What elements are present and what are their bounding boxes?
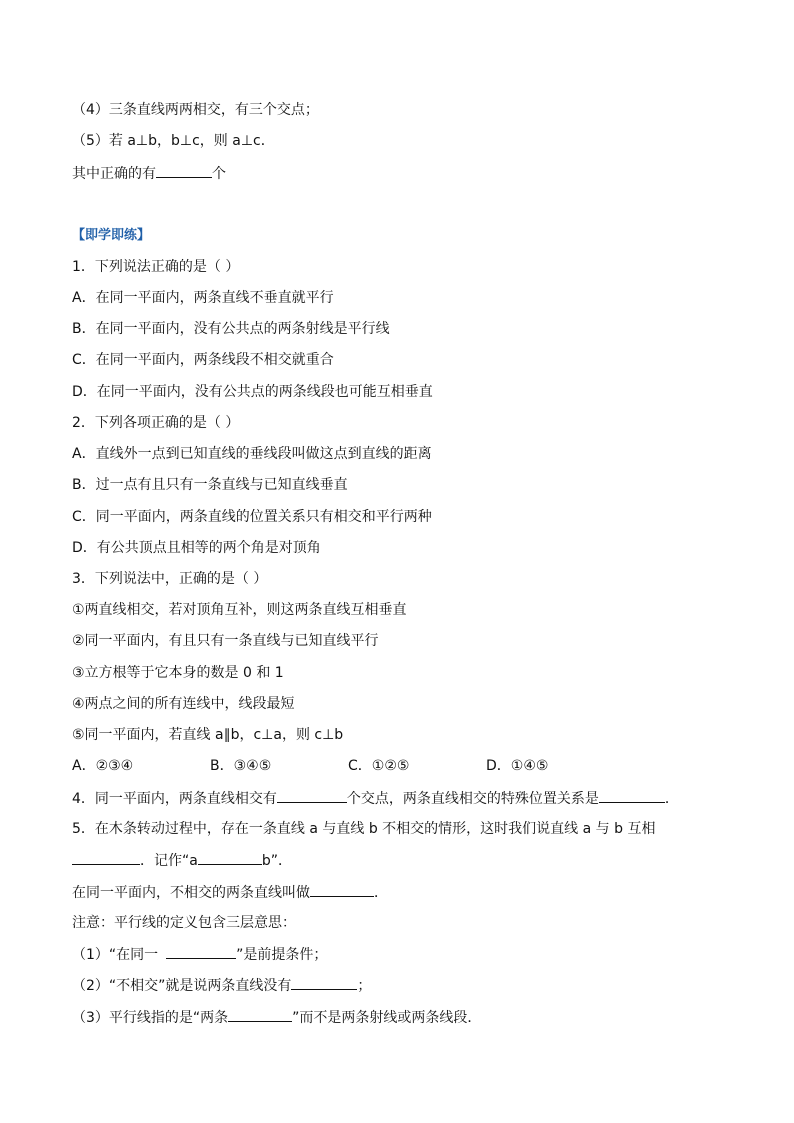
question-3-statement-2: ②同一平面内，有且只有一条直线与已知直线平行 bbox=[72, 633, 379, 649]
question-3-statement-3: ③立方根等于它本身的数是 0 和 1 bbox=[72, 665, 284, 681]
note-3 bbox=[72, 1007, 481, 1028]
note-2-blank[interactable] bbox=[291, 975, 357, 990]
question-5-blank-1[interactable] bbox=[72, 850, 140, 865]
question-5-text-2b: b”． bbox=[261, 853, 292, 869]
question-5-blank-3[interactable] bbox=[310, 882, 374, 897]
question-5-text-3b: ． bbox=[374, 885, 388, 901]
question-2-option-a: A．直线外一点到已知直线的垂线段叫做这点到直线的距离 bbox=[72, 446, 432, 462]
note-2-text-b: ； bbox=[357, 978, 372, 994]
question-3-choices bbox=[72, 756, 548, 776]
question-5-text-3a: 在同一平面内，不相交的两条直线叫做 bbox=[72, 885, 310, 901]
question-3-statement-1: ①两直线相交，若对顶角互补，则这两条直线互相垂直 bbox=[72, 602, 407, 618]
question-4-blank-1[interactable] bbox=[277, 788, 347, 803]
note-2 bbox=[72, 975, 371, 996]
choice-d: D．①④⑤ bbox=[486, 758, 549, 774]
note-heading: 注意：平行线的定义包含三层意思： bbox=[72, 915, 296, 931]
answer-unit: 个 bbox=[212, 166, 226, 182]
question-4-blank-2[interactable] bbox=[599, 788, 665, 803]
question-1-stem: 1．下列说法正确的是（ ） bbox=[72, 259, 240, 275]
note-1-blank[interactable] bbox=[166, 944, 236, 959]
question-4-text-2: 个交点，两条直线相交的特殊位置关系是 bbox=[346, 791, 599, 807]
question-2-option-d: D．有公共顶点且相等的两个角是对顶角 bbox=[72, 540, 321, 556]
section-heading: 【即学即练】 bbox=[72, 228, 151, 243]
question-1-option-d: D．在同一平面内，没有公共点的两条线段也可能互相垂直 bbox=[72, 384, 433, 400]
question-5-line-1: 5．在木条转动过程中，存在一条直线 a 与直线 b 不相交的情形，这时我们说直线 a 与 b 互相 bbox=[72, 821, 656, 837]
answer-blank[interactable] bbox=[156, 163, 212, 178]
question-4-text-3: ． bbox=[664, 791, 679, 807]
question-4-text-1: 4．同一平面内，两条直线相交有 bbox=[72, 791, 277, 807]
question-3-statement-5: ⑤同一平面内，若直线 a∥b，c⊥a，则 c⊥b bbox=[72, 727, 344, 743]
note-1 bbox=[72, 944, 327, 965]
previous-item-4: （4）三条直线两两相交，有三个交点； bbox=[72, 102, 319, 118]
question-5-line-3 bbox=[72, 882, 388, 903]
note-1-text-b: ”是前提条件； bbox=[236, 947, 328, 963]
question-3-stem: 3．下列说法中，正确的是（ ） bbox=[72, 571, 268, 587]
previous-item-5: （5）若 a⊥b，b⊥c，则 a⊥c． bbox=[72, 133, 275, 149]
question-5-line-2 bbox=[72, 850, 292, 871]
question-2-option-c: C．同一平面内，两条直线的位置关系只有相交和平行两种 bbox=[72, 509, 432, 525]
answer-prompt: 其中正确的有 bbox=[72, 166, 156, 182]
note-3-text-a: （3）平行线指的是“两条 bbox=[72, 1010, 229, 1026]
question-1-option-b: B．在同一平面内，没有公共点的两条射线是平行线 bbox=[72, 321, 390, 337]
previous-question-answer-line bbox=[72, 163, 226, 184]
note-1-text-a: （1）“在同一 bbox=[72, 947, 159, 963]
choice-a: A．②③④ bbox=[72, 758, 134, 774]
question-3-statement-4: ④两点之间的所有连线中，线段最短 bbox=[72, 696, 295, 712]
question-1-option-a: A．在同一平面内，两条直线不垂直就平行 bbox=[72, 290, 334, 306]
question-5-blank-2[interactable] bbox=[198, 850, 262, 865]
choice-b: B．③④⑤ bbox=[210, 758, 272, 774]
note-2-text-a: （2）“不相交”就是说两条直线没有 bbox=[72, 978, 292, 994]
question-1-option-c: C．在同一平面内，两条线段不相交就重合 bbox=[72, 352, 334, 368]
choice-c: C．①②⑤ bbox=[348, 758, 410, 774]
question-5-text-2a: ．记作“a bbox=[140, 853, 198, 869]
note-3-blank[interactable] bbox=[228, 1007, 292, 1022]
note-3-text-b: ”而不是两条射线或两条线段． bbox=[292, 1010, 482, 1026]
question-2-option-b: B．过一点有且只有一条直线与已知直线垂直 bbox=[72, 477, 348, 493]
question-2-stem: 2．下列各项正确的是（ ） bbox=[72, 415, 240, 431]
question-4 bbox=[72, 788, 679, 809]
